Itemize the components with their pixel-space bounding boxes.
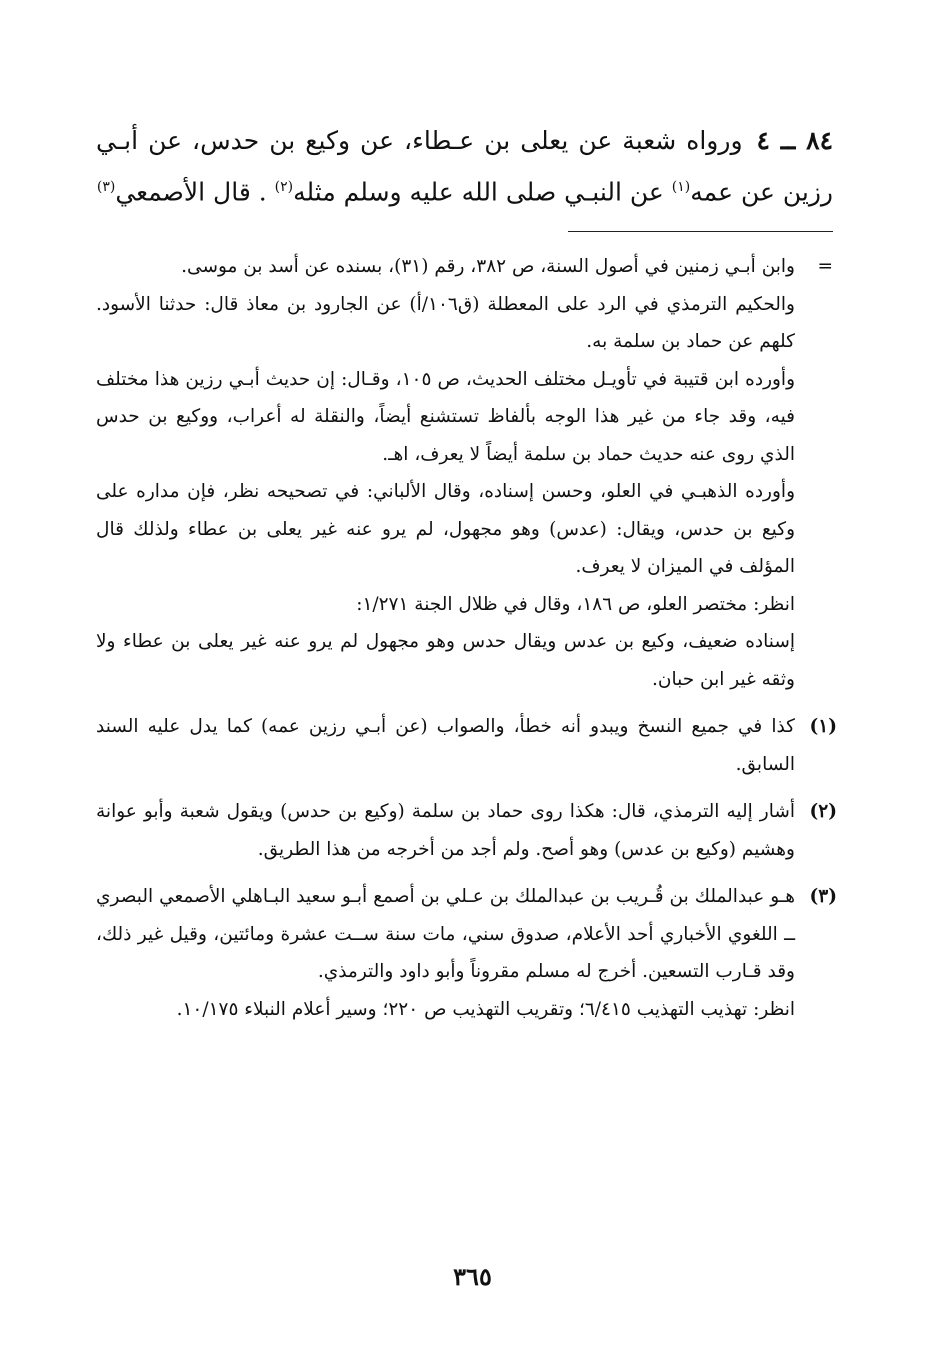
footnote-text: انظر: تهذيب التهذيب ٦/٤١٥؛ وتقريب التهذيب ص ٢٢٠؛ وسير أعلام النبلاء ١٠/١٧٥. <box>176 998 795 1020</box>
main-line-2b: عن النبـي صلى الله عليه وسلم مثله <box>293 177 672 207</box>
footnote-ref-3[interactable]: (٣) <box>96 179 116 195</box>
note-paragraph: والحكيم الترمذي في الرد على المعطلة (ق١٠٦/أ) عن الجارود بن معاذ قال: حدثنا الأسود. كلهم عن حماد بن سلمة به. <box>96 293 795 352</box>
main-line-2c: . قال الأصمعي <box>115 177 275 207</box>
main-line-1: ورواه شعبة عن يعلى بن عـطاء، عن وكيع بن حدس، عن <box>148 126 743 155</box>
main-paragraph <box>96 118 833 215</box>
footnote-text: هـو عبدالملك بن قُـريب بن عبدالملك بن عـلي بن أصمع أبـو سعيد البـاهلي الأصمعي البصري ــ اللغوي الأخباري أحد الأعلام، صدوق سني، مات سنة ســت عشرة ومائتين، وقيل غير ذلك، وقد قـارب التسعين. أخرج له مسلم مقروناً وأبو داود والترمذي. <box>96 886 795 982</box>
footnote-ref-1[interactable]: (١) <box>671 179 691 195</box>
main-line-2a: أبـي رزين عن عمه <box>96 126 833 207</box>
continued-footnote <box>96 248 833 698</box>
footnote-text: أشار إليه الترمذي، قال: هكذا روى حماد بن سلمة (وكيع بن حدس) ويقول شعبة وأبو عوانة وهشيم (وكيع بن عدس) وهو أصح. ولم أجد من أخرجه من هذا الطريق. <box>96 801 795 860</box>
continuation-mark: = <box>817 256 833 277</box>
footnote-number: (١) <box>809 716 837 737</box>
footnote-number: (٢) <box>809 801 837 822</box>
note-paragraph: وابن أبـي زمنين في أصول السنة، ص ٣٨٢، رقم (٣١)، بسنده عن أسد بن موسى. <box>181 256 795 277</box>
note-paragraph: وأورده ابن قتيبة في تأويـل مختلف الحديث، ص ١٠٥، وقـال: إن حديث أبـي رزين هذا مختلف فيه، وقد جاء من غير هذا الوجه بألفاظ تستشنع أيضاً، والنقلة له أعراب، ووكيع بن حدس الذي روى عنه حديث حماد بن سلمة أيضاً لا يعرف، اهـ. <box>96 368 796 465</box>
note-paragraph: وأورده الذهبـي في العلو، وحسن إسناده، وقال الألباني: في تصحيحه نظر، فإن مداره على وكيع بن حدس، ويقال: (عدس) وهو مجهول، لم يرو عنه غير يعلى بن عطاء ولذلك قال المؤلف في الميزان لا يعرف. <box>96 481 796 577</box>
footnote-number: (٣) <box>809 886 837 907</box>
page-number: ٣٦٥ <box>453 1262 492 1291</box>
footnote-text: كذا في جميع النسخ ويبدو أنه خطأ، والصواب (عن أبـي رزين عمه) كما يدل عليه السند السابق. <box>96 716 795 775</box>
note-paragraph: انظر: مختصر العلو، ص ١٨٦، وقال في ظلال الجنة ١/٢٧١: <box>356 593 795 615</box>
footnote-3 <box>96 878 837 1028</box>
hadith-number: ٨٤ ــ ٤ <box>756 126 833 155</box>
footnotes-section <box>96 248 837 1028</box>
footnote-1 <box>96 708 837 783</box>
main-text <box>96 118 833 215</box>
footnote-2 <box>96 793 837 868</box>
footnote-separator <box>568 231 833 232</box>
footnote-ref-2[interactable]: (٢) <box>274 179 294 195</box>
note-paragraph: إسناده ضعيف، وكيع بن عدس ويقال حدس وهو مجهول لم يرو عنه غير يعلى بن عطاء ولا وثقه غير ابن حبان. <box>96 631 795 690</box>
